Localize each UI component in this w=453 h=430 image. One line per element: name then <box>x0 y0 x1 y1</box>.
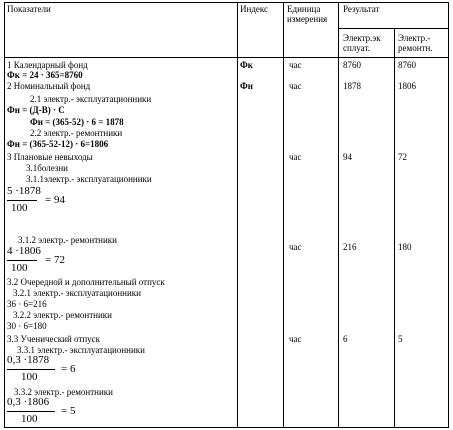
fraction1-numerator: 5 ·1878 <box>7 185 41 197</box>
row3-sub11: 3.1.1электр.- эксплуатационники <box>26 174 152 184</box>
row3-sub2: 3.2 Очередной и дополнительный отпуск <box>7 277 165 287</box>
fraction4-numerator: 0,3 ·1806 <box>7 396 50 408</box>
row3-val3-operation: 6 <box>343 334 348 344</box>
row1-val-operation: 8760 <box>343 60 361 70</box>
row2-val-repair: 1806 <box>398 81 416 91</box>
column-divider-index <box>237 2 238 427</box>
row2-sub2: 2.2 электр.- ремонтники <box>30 128 123 138</box>
table-border-right <box>448 2 449 427</box>
row1-title: 1 Календарный фонд <box>7 60 88 70</box>
fraction1-denominator: 100 <box>11 202 28 214</box>
table-border-bottom <box>4 427 449 428</box>
row1-index: Фк <box>240 60 253 70</box>
row3-sub32: 3.3.2 электр.- ремонтники <box>14 387 113 397</box>
row3-sub21: 3.2.1 электр.- эксплуатационники <box>13 288 141 298</box>
subheader-repair-line2: ремонтн. <box>398 43 433 53</box>
header-result: Результат <box>343 4 380 14</box>
row3-unit1: час <box>289 152 302 162</box>
table-border-left <box>4 2 5 427</box>
row3-title: 3 Плановые невыходы <box>7 152 93 162</box>
row3-sub22: 3.2.2 электр.- ремонтники <box>13 310 112 320</box>
fraction2-result: = 72 <box>45 254 65 266</box>
fraction3-result: = 6 <box>61 363 76 375</box>
row2-formula3: Фн = (365-52-12) · 6=1806 <box>7 139 109 149</box>
fraction4-denominator: 100 <box>21 413 38 425</box>
fraction2-numerator: 4 ·1806 <box>7 245 41 257</box>
row2-val-operation: 1878 <box>343 81 361 91</box>
header-unit-line2: измерения <box>287 14 328 24</box>
row3-calc22: 30 · 6=180 <box>7 321 47 331</box>
subheader-operation-line1: Электр.эк <box>343 33 381 43</box>
row3-val2-repair: 180 <box>398 242 412 252</box>
fraction3-numerator: 0,3 ·1878 <box>7 354 50 366</box>
row2-formula1: Фн = (Д-В) · С <box>7 105 65 115</box>
fraction2-bar <box>7 260 37 261</box>
header-indicators: Показатели <box>7 4 51 14</box>
row3-val1-operation: 94 <box>343 152 352 162</box>
row2-unit: час <box>289 81 302 91</box>
table-border-top <box>4 2 449 3</box>
row3-val1-repair: 72 <box>398 152 407 162</box>
row2-index: Фн <box>240 81 253 91</box>
row3-sub12: 3.1.2 электр.- ремонтники <box>18 235 117 245</box>
row1-formula: Фк = 24 · 365=8760 <box>7 70 83 80</box>
row1-val-repair: 8760 <box>398 60 416 70</box>
fraction4-bar <box>7 411 55 412</box>
column-divider-result <box>338 2 339 427</box>
row3-calc21: 36 · 6=216 <box>7 299 47 309</box>
fraction4-result: = 5 <box>61 405 76 417</box>
row3-sub1: 3.1болезни <box>26 163 68 173</box>
row3-sub31: 3.3.1 электр.- эксплуатационники <box>17 345 145 355</box>
row2-sub1: 2.1 электр.- эксплуатационники <box>30 94 152 104</box>
header-index: Индекс <box>240 4 269 14</box>
row1-unit: час <box>289 60 302 70</box>
column-divider-unit <box>283 2 284 427</box>
fraction2-denominator: 100 <box>11 262 28 274</box>
row3-sub3: 3.3 Ученический отпуск <box>7 334 101 344</box>
header-bottom-line <box>4 57 449 58</box>
subheader-operation-line2: сплуат. <box>343 43 370 53</box>
row3-val3-repair: 5 <box>398 334 403 344</box>
subheader-repair-line1: Электр.- <box>398 33 431 43</box>
row3-val2-operation: 216 <box>343 242 357 252</box>
fraction3-bar <box>7 369 55 370</box>
row3-unit3: час <box>289 334 302 344</box>
fraction1-bar <box>7 200 37 201</box>
row3-unit2: час <box>289 242 302 252</box>
row2-formula2: Фн = (365-52) · 6 = 1878 <box>30 117 124 127</box>
column-divider-repair <box>394 28 395 427</box>
fraction3-denominator: 100 <box>21 371 38 383</box>
row2-title: 2 Номинальный фонд <box>7 81 91 91</box>
header-unit-line1: Единица <box>287 4 321 14</box>
fraction1-result: = 94 <box>45 194 65 206</box>
